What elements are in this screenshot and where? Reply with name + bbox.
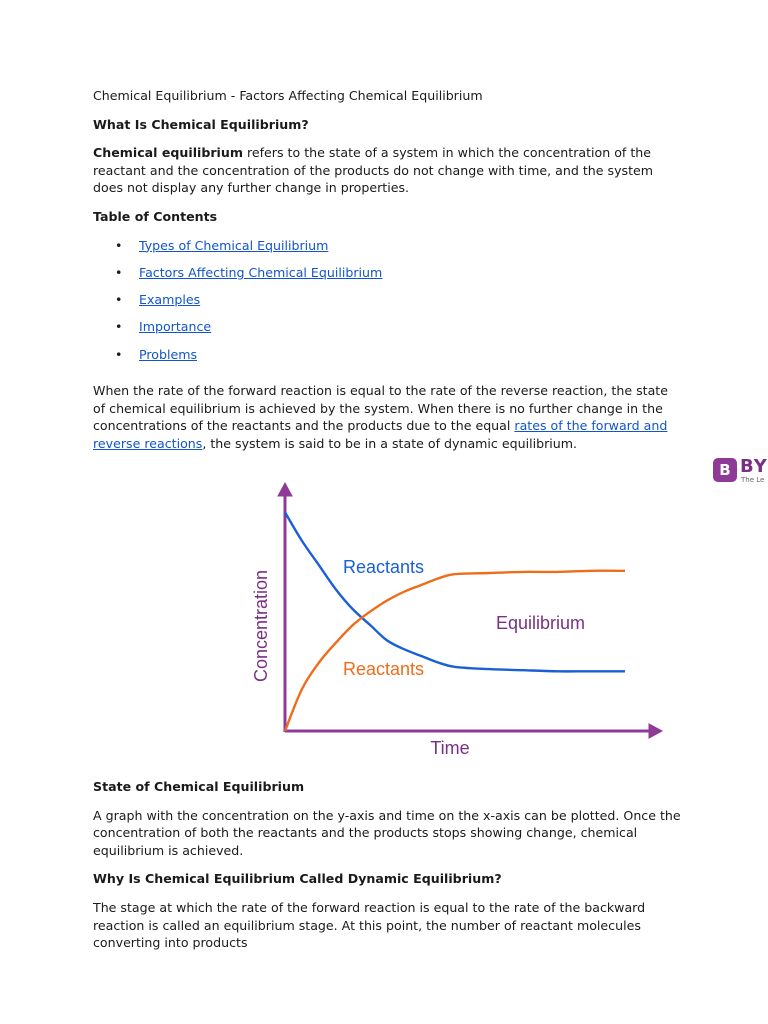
heading-why-dynamic: Why Is Chemical Equilibrium Called Dynamic Equilibrium? [93,871,502,887]
byjus-logo [712,456,768,488]
dynamic-equilibrium-paragraph [93,382,683,452]
bullet: • [115,237,123,253]
intro-bold-term: Chemical equilibrium [93,145,243,161]
bullet: • [115,292,123,308]
rates-link[interactable]: rates of the forward and reverse reactions [93,418,668,451]
toc-link-importance[interactable]: Importance [139,319,212,335]
document-body [93,87,683,463]
chart-svg [235,472,675,772]
para2-end: , the system is said to be in a state of dynamic equilibrium. [202,435,578,451]
x-axis-arrow [649,724,662,738]
para2-start: When the rate of the forward reaction is equal to the rate of the reverse reaction, the state of chemical equilibrium is achieved by the system. When there is no further change in the concentrations of the reactants and the products due to the equal [93,383,668,434]
series-line-reactants [285,512,625,671]
state-paragraph: A graph with the concentration on the y-axis and time on the x-axis can be plotted. Once the concentration of both the reactants and the products stops showing change, chemical equilibrium is achieved. [93,807,681,858]
toc-link-types[interactable]: Types of Chemical Equilibrium [139,237,329,253]
logo-text: BY [740,456,768,477]
document-title: Chemical Equilibrium - Factors Affecting Chemical Equilibrium [93,88,483,103]
label-equilibrium: Equilibrium [496,613,586,633]
toc-heading: Table of Contents [93,208,218,224]
logo-tagline: The Le [741,476,765,484]
toc-link-examples[interactable]: Examples [139,292,201,308]
bullet: • [115,319,123,335]
logo-badge: B [713,458,737,482]
heading-what-is: What Is Chemical Equilibrium? [93,116,309,132]
heading-state: State of Chemical Equilibrium [93,779,305,794]
toc-link-factors[interactable]: Factors Affecting Chemical Equilibrium [139,264,383,280]
label-reactants-upper: Reactants [343,557,425,577]
document-body-lower [93,778,683,963]
intro-text: refers to the state of a system in which the concentration of the reactant and the concentration of the products do not change with time, and the system does not display any further change in properties. [93,145,654,196]
bullet: • [115,264,123,280]
x-axis-label: Time [430,738,470,758]
series-line-products [285,571,625,731]
toc-item [93,237,683,264]
toc-link-problems[interactable]: Problems [139,346,198,362]
toc-item [93,318,683,345]
label-reactants-lower: Reactants [343,659,425,679]
why-dynamic-paragraph: The stage at which the rate of the forward reaction is equal to the rate of the backward reaction is called an equilibrium stage. At this point, the number of reactant molecules converting into products [93,899,646,951]
intro-paragraph [93,144,683,197]
bullet: • [115,346,123,362]
table-of-contents [93,237,683,373]
y-axis-label: Concentration [251,569,271,683]
toc-item [93,291,683,318]
equilibrium-chart [235,472,675,772]
toc-item [93,264,683,291]
toc-item [93,346,683,373]
y-axis-arrow [278,483,292,496]
